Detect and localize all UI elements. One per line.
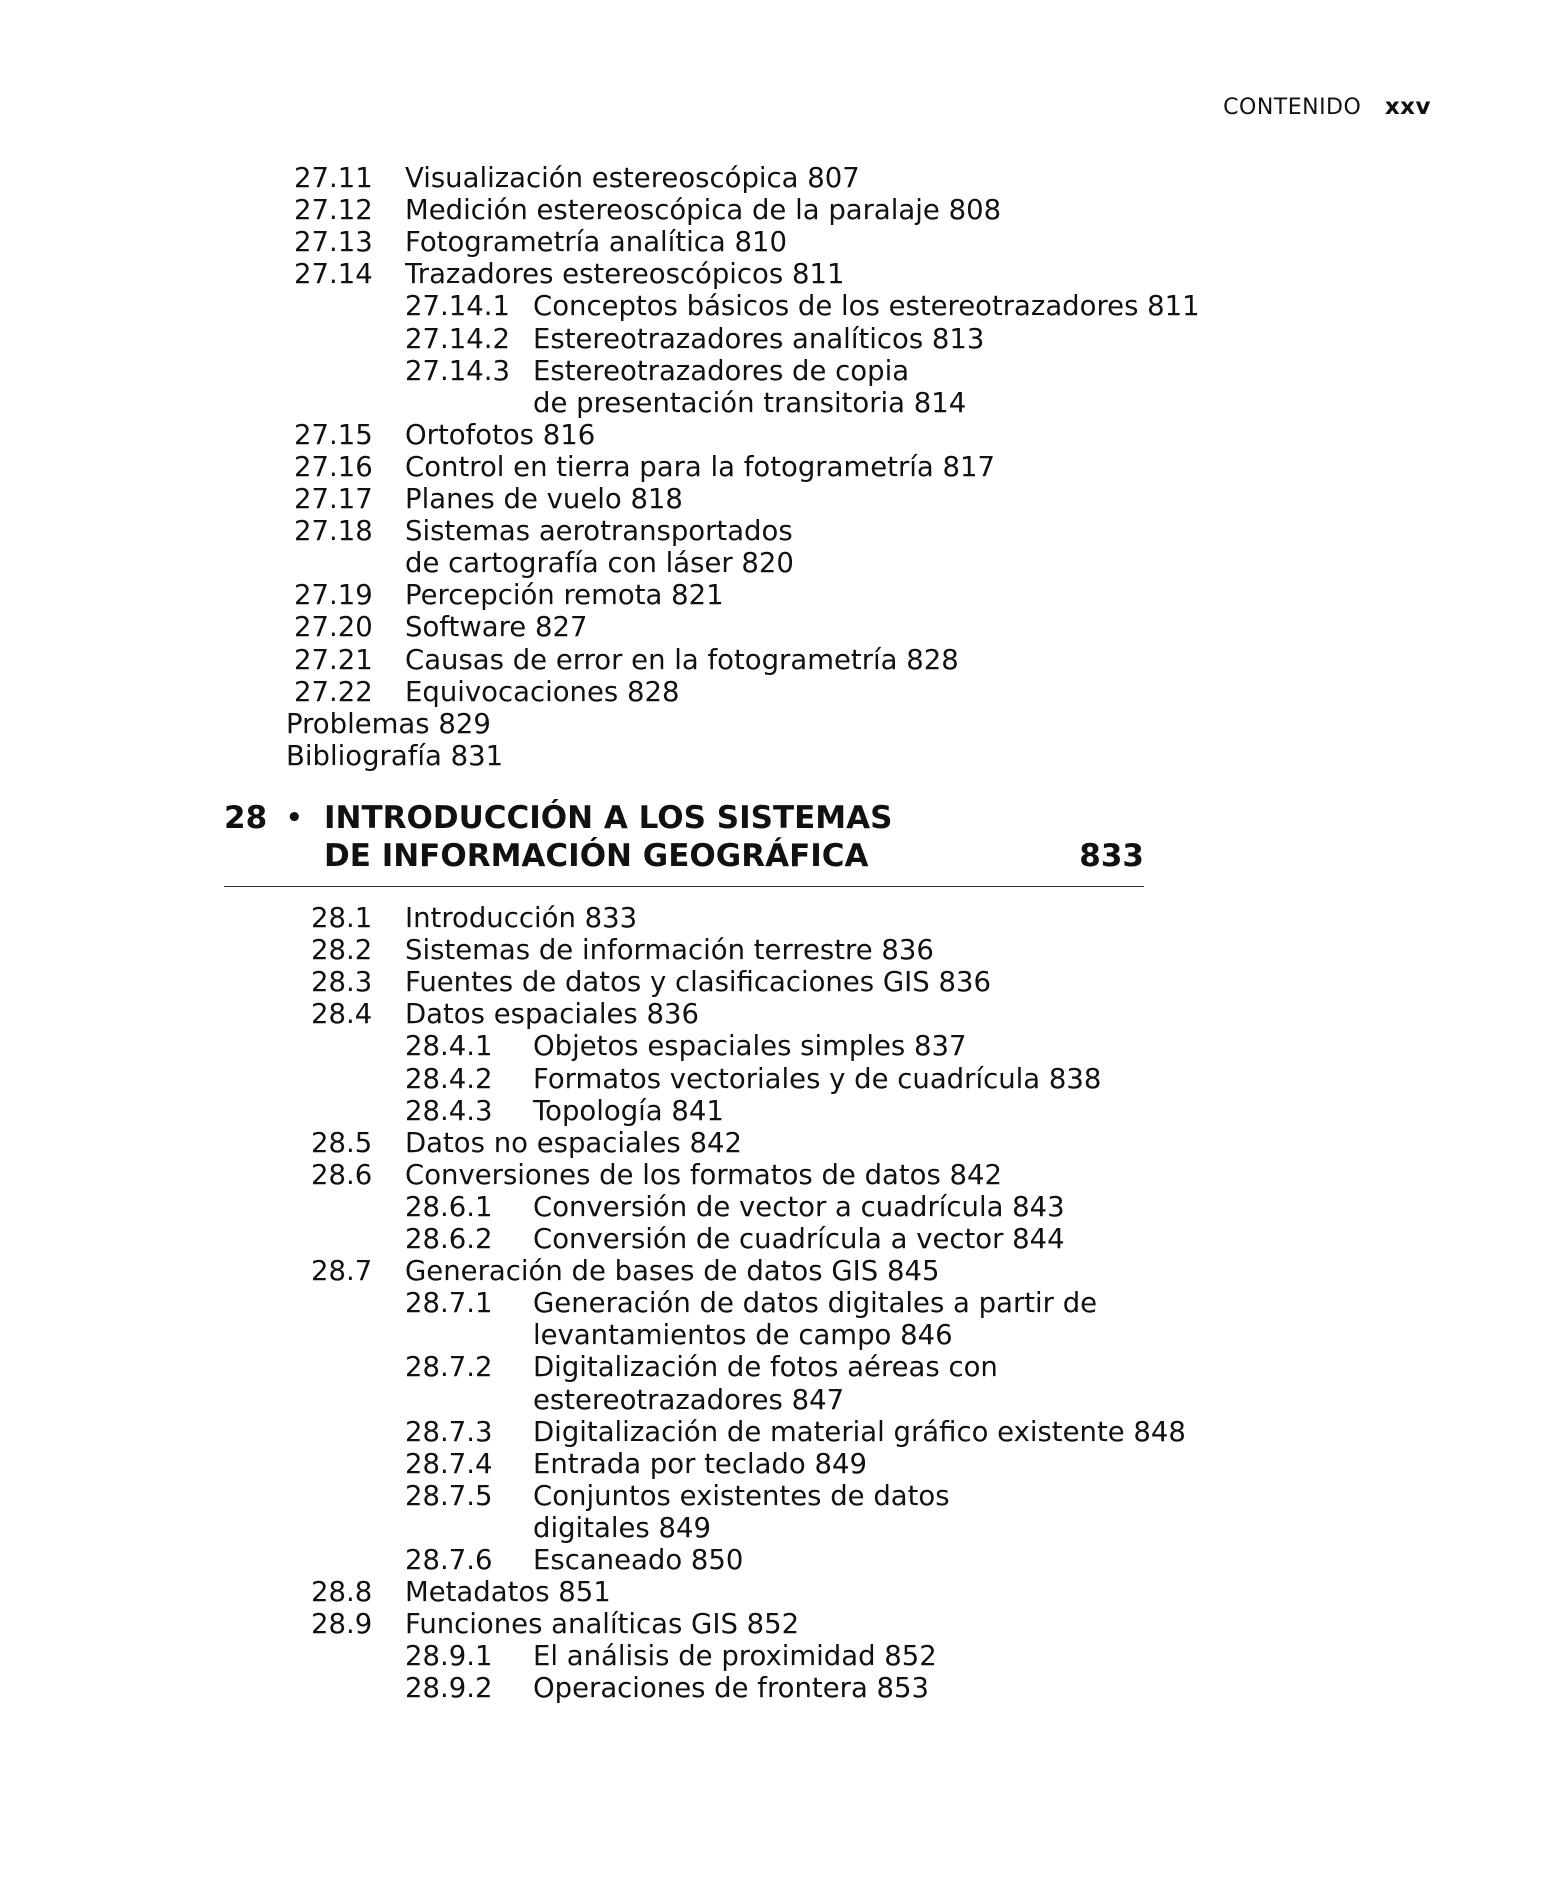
toc-entry-title: Generación de datos digitales a partir de <box>533 1287 1098 1320</box>
toc-entry-title: Conversión de vector a cuadrícula 843 <box>533 1190 1065 1223</box>
chapter-title-line-2: DE INFORMACIÓN GEOGRÁFICA <box>324 838 869 874</box>
chapter-divider <box>224 886 1144 887</box>
toc-entry-title: de presentación transitoria 814 <box>533 386 967 419</box>
toc-entry-number: 28.7.5 <box>405 1479 493 1512</box>
toc-entry-title: Funciones analíticas GIS 852 <box>405 1608 800 1641</box>
toc-entry-number: 28.7.1 <box>405 1287 493 1320</box>
toc-entry-title: Ortofotos 816 <box>405 418 596 451</box>
chapter-heading <box>224 800 1144 890</box>
toc-entry-title: Metadatos 851 <box>405 1576 611 1609</box>
toc-entry-number: 28.7.3 <box>405 1415 493 1448</box>
toc-entry-number: 27.22 <box>294 675 373 708</box>
toc-entry-title: Conceptos básicos de los estereotrazadores 811 <box>533 290 1200 323</box>
toc-entry-title: Equivocaciones 828 <box>405 675 680 708</box>
toc-entry-title: Software 827 <box>405 611 588 644</box>
running-head-page-number: xxv <box>1384 94 1431 120</box>
toc-entry-title: Sistemas de información terrestre 836 <box>405 934 934 967</box>
toc-entry-title: Sistemas aerotransportados <box>405 515 793 548</box>
toc-entry-number: 28.6.1 <box>405 1190 493 1223</box>
toc-entry-number: 28.7.6 <box>405 1544 493 1576</box>
toc-entry-title: Digitalización de material gráfico existente 848 <box>533 1415 1186 1448</box>
toc-entry-number: 28.2 <box>311 934 373 967</box>
toc-entry-number: 28.4.2 <box>405 1062 493 1095</box>
toc-entry-number: 28.6.2 <box>405 1223 493 1255</box>
toc-entry-number: 27.17 <box>294 483 373 515</box>
toc-entry-number: 28.4 <box>311 998 373 1031</box>
toc-entry-title: Operaciones de frontera 853 <box>533 1672 930 1705</box>
toc-entry-title: de cartografía con láser 820 <box>405 547 794 580</box>
toc-entry-number: 28.8 <box>311 1576 373 1609</box>
toc-entry-title: Datos no espaciales 842 <box>405 1126 742 1159</box>
toc-entry-number: 28.4.3 <box>405 1094 493 1127</box>
toc-entry-number: 27.18 <box>294 515 373 548</box>
toc-entry-number: 27.11 <box>294 162 373 194</box>
chapter-page-number: 833 <box>1079 838 1144 874</box>
toc-entry-title: Causas de error en la fotogrametría 828 <box>405 643 959 676</box>
toc-entry-title: Topología 841 <box>533 1094 724 1127</box>
chapter-number: 28 <box>224 800 268 836</box>
toc-entry-number: 27.20 <box>294 611 373 644</box>
toc-entry-number: 27.16 <box>294 450 373 483</box>
toc-entry-title: Problemas 829 <box>286 707 491 740</box>
toc-entry-title: Escaneado 850 <box>533 1544 744 1576</box>
toc-entry-number: 27.21 <box>294 643 373 676</box>
toc-entry-title: Objetos espaciales simples 837 <box>533 1030 967 1063</box>
toc-entry-number: 28.6 <box>311 1158 373 1191</box>
toc-entry-title: Fotogrametría analítica 810 <box>405 226 787 259</box>
toc-entry-number: 28.9.1 <box>405 1640 493 1673</box>
toc-entry-title: Formatos vectoriales y de cuadrícula 838 <box>533 1062 1102 1095</box>
toc-entry-title: Planes de vuelo 818 <box>405 483 683 515</box>
running-head <box>1223 94 1431 120</box>
chapter-bullet: • <box>286 803 303 833</box>
toc-entry-title: Estereotrazadores analíticos 813 <box>533 322 985 355</box>
toc-entry-number: 28.4.1 <box>405 1030 493 1063</box>
chapter-title-line-1: INTRODUCCIÓN A LOS SISTEMAS <box>324 800 893 836</box>
toc-entry-title: estereotrazadores 847 <box>533 1383 845 1416</box>
toc-entry-number: 27.12 <box>294 194 373 227</box>
toc-entry-title: Estereotrazadores de copia <box>533 354 910 387</box>
toc-entry-title: Visualización estereoscópica 807 <box>405 162 860 194</box>
toc-entry-title: El análisis de proximidad 852 <box>533 1640 937 1673</box>
toc-entry-number: 28.9 <box>311 1608 373 1641</box>
toc-entry-title: Control en tierra para la fotogrametría 817 <box>405 450 995 483</box>
toc-entry-number: 28.7.2 <box>405 1351 493 1384</box>
toc-entry-number: 27.14.1 <box>405 290 510 323</box>
toc-entry-title: Entrada por teclado 849 <box>533 1447 867 1480</box>
toc-entry-title: Trazadores estereoscópicos 811 <box>405 258 845 291</box>
toc-entry-title: Generación de bases de datos GIS 845 <box>405 1255 940 1288</box>
toc-entry-number: 27.13 <box>294 226 373 259</box>
toc-entry-title: Conjuntos existentes de datos <box>533 1479 950 1512</box>
toc-entry-title: Bibliografía 831 <box>286 739 504 772</box>
toc-entry-title: levantamientos de campo 846 <box>533 1319 953 1352</box>
toc-entry-number: 27.19 <box>294 579 373 612</box>
running-head-section: CONTENIDO <box>1223 95 1362 120</box>
toc-entry-title: Conversiones de los formatos de datos 842 <box>405 1158 1003 1191</box>
toc-entry-number: 27.15 <box>294 418 373 451</box>
toc-entry-number: 27.14.3 <box>405 354 510 387</box>
toc-entry-number: 28.3 <box>311 966 373 999</box>
toc-entry-number: 28.7 <box>311 1255 373 1288</box>
toc-entry-number: 27.14 <box>294 258 373 291</box>
toc-entry-title: Medición estereoscópica de la paralaje 808 <box>405 194 1002 227</box>
toc-entry-number: 28.1 <box>311 902 373 934</box>
toc-entry-title: Conversión de cuadrícula a vector 844 <box>533 1223 1065 1255</box>
toc-entry-title: Datos espaciales 836 <box>405 998 699 1031</box>
toc-entry-title: digitales 849 <box>533 1511 711 1544</box>
toc-entry-number: 28.5 <box>311 1126 373 1159</box>
toc-entry-number: 28.9.2 <box>405 1672 493 1705</box>
toc-entry-title: Fuentes de datos y clasificaciones GIS 836 <box>405 966 991 999</box>
toc-entry-title: Percepción remota 821 <box>405 579 724 612</box>
toc-entry-number: 27.14.2 <box>405 322 510 355</box>
toc-entry-number: 28.7.4 <box>405 1447 493 1480</box>
toc-entry-title: Digitalización de fotos aéreas con <box>533 1351 998 1384</box>
toc-entry-title: Introducción 833 <box>405 902 638 934</box>
